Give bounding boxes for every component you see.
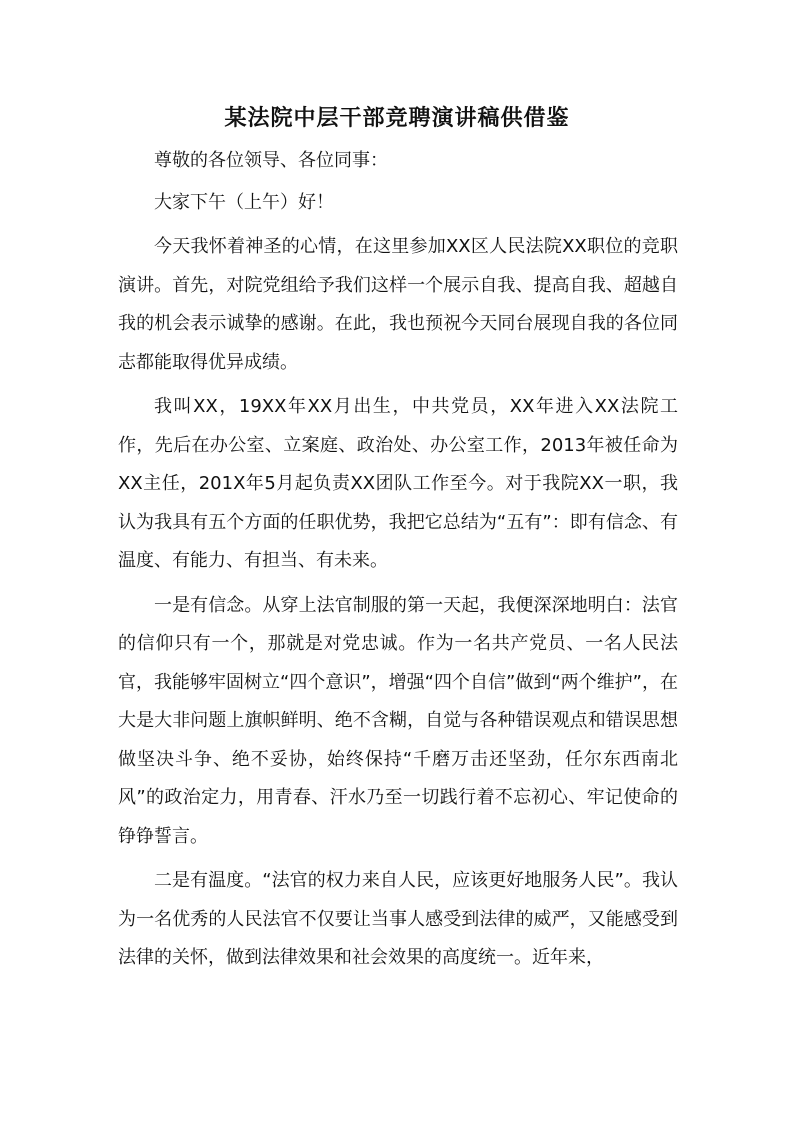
salutation: 尊敬的各位领导、各位同事： xyxy=(154,150,388,171)
paragraph-warmth: 二是有温度。“法官的权力来自人民，应该更好地服务人民”。我认为一名优秀的人民法官不仅要让当事人感受到法律的威严，又能感受到法律的关怀，做到法律效果和社会效果的高度统一。近年来， xyxy=(118,870,678,968)
paragraph-belief: 一是有信念。从穿上法官制服的第一天起，我便深深地明白：法官的信仰只有一个，那就是对党忠诚。作为一名共产党员、一名人民法官，我能够牢固树立“四个意识”，增强“四个自信”做到“两个维护”，在大是大非问题上旗帜鲜明、绝不含糊，自觉与各种错误观点和错误思想做坚决斗争、绝不妥协，始终保持“千磨万击还坚劲，任尔东西南北风”的政治定力，用青春、汗水乃至一切践行着不忘初心、牢记使命的铮铮誓言。 xyxy=(118,594,678,847)
paragraph-self-introduction: 我叫XX，19XX年XX月出生，中共党员，XX年进入XX法院工作，先后在办公室、立案庭、政治处、办公室工作，2013年被任命为XX主任，201X年5月起负责XX团队工作至今。对于我院XX一职，我认为我具有五个方面的任职优势，我把它总结为“五有”：即有信念、有温度、有能力、有担当、有未来。 xyxy=(118,396,678,571)
greeting: 大家下午（上午）好！ xyxy=(154,191,334,213)
paragraph-opening: 今天我怀着神圣的心情，在这里参加XX区人民法院XX职位的竞职演讲。首先，对院党组给予我们这样一个展示自我、提高自我、超越自我的机会表示诚挚的感谢。在此，我也预祝今天同台展现自我的各位同志都能取得优异成绩。 xyxy=(118,236,678,373)
document-title: 某法院中层干部竞聘演讲稿供借鉴 xyxy=(224,105,570,131)
document-body xyxy=(118,142,678,978)
